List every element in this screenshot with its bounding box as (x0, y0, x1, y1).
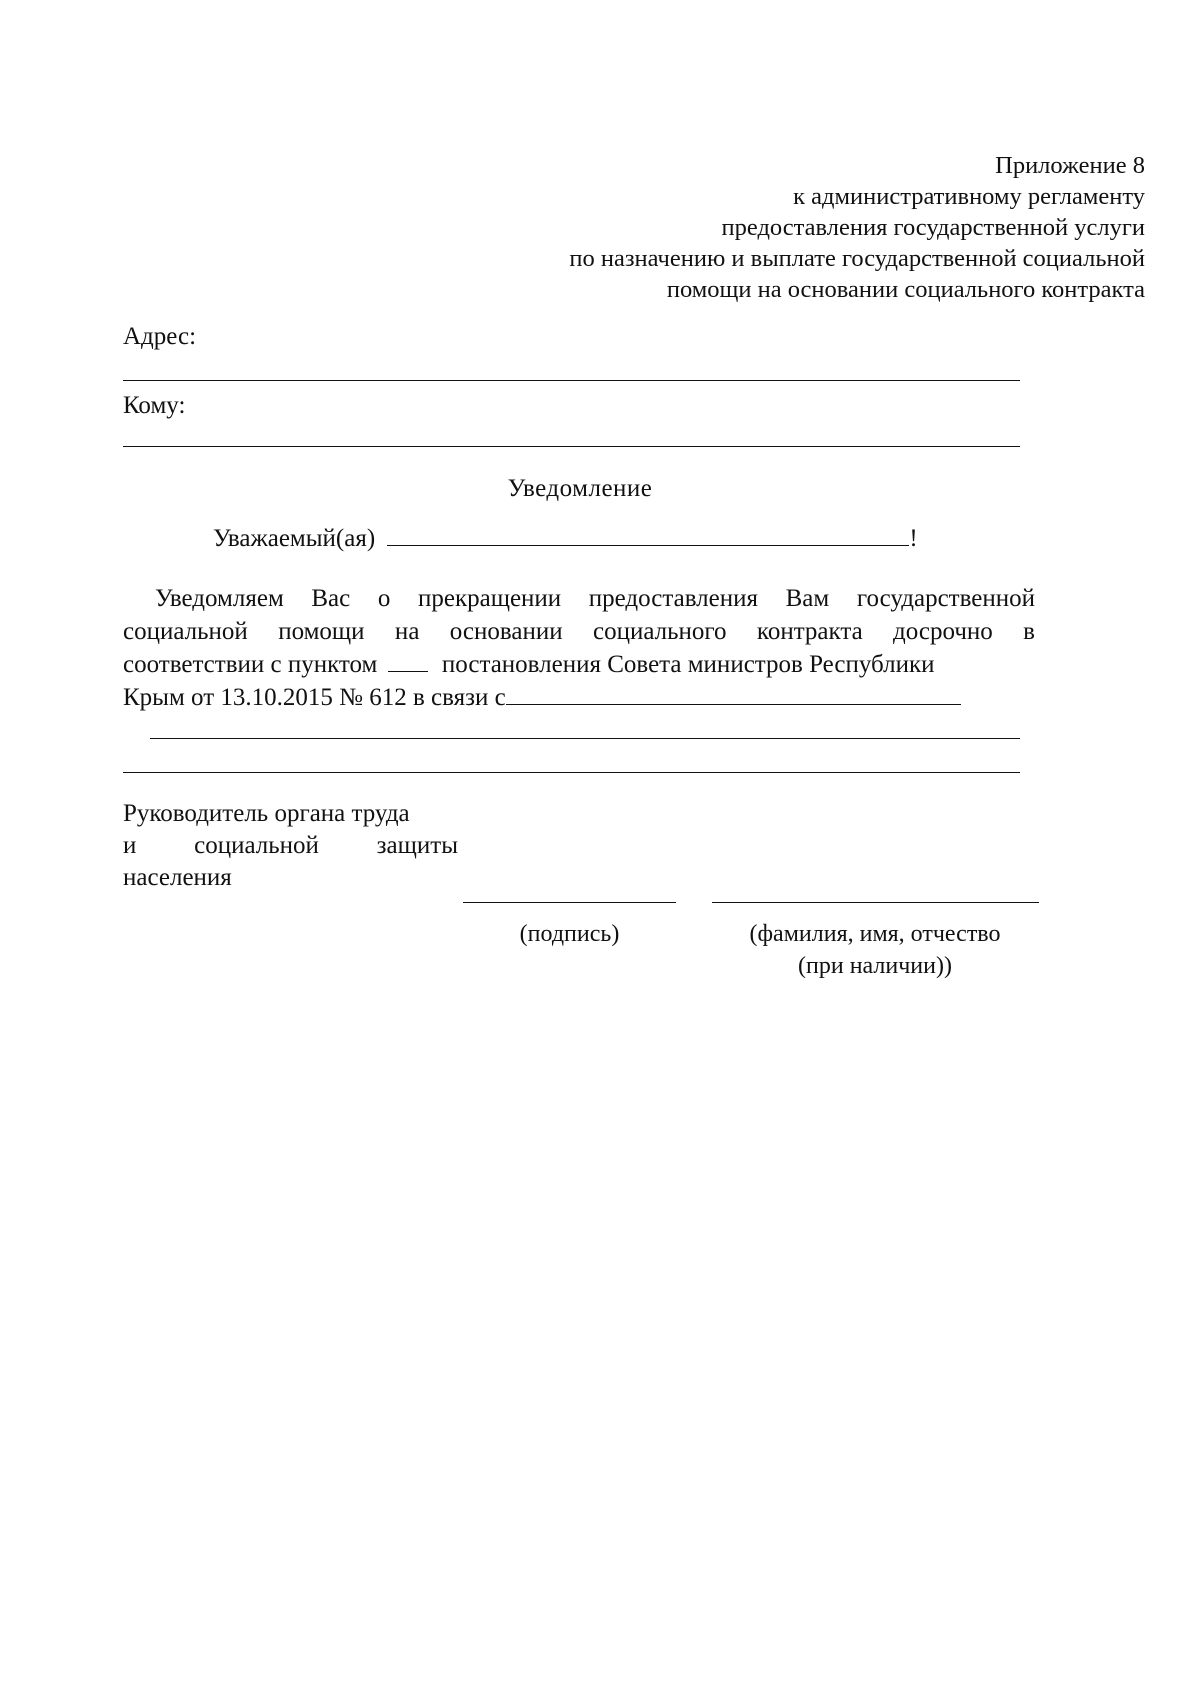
body-line-4-text: Крым от 13.10.2015 № 612 в связи с (123, 684, 506, 711)
reason-blank (506, 684, 961, 705)
salutation-text: Уважаемый(ая) (213, 525, 376, 552)
position-word-a: и (123, 832, 137, 859)
body-line-3-start: соответствии с пунктом (123, 651, 378, 678)
recipient-line (123, 446, 1020, 447)
clause-blank (388, 651, 428, 672)
salutation-end: ! (909, 525, 918, 552)
body-line-2: социальной помощи на основании социального контракта досрочно в (123, 618, 1035, 645)
notice-body (123, 582, 1035, 714)
signature-caption: (подпись) (519, 921, 620, 947)
reason-line-2 (150, 738, 1020, 739)
position-word-b: социальной (194, 832, 319, 859)
name-caption-line-2: (при наличии)) (798, 953, 952, 979)
position-word-c: защиты (376, 832, 458, 859)
position-line-2 (123, 830, 458, 862)
appendix-reference: к административному регламенту (793, 183, 1145, 210)
body-line-3 (123, 648, 1035, 681)
salutation (213, 525, 918, 553)
body-line-3-end: постановления Совета министров Республики (441, 651, 935, 678)
name-caption-line-1: (фамилия, имя, отчество (749, 921, 1001, 947)
name-caption (700, 918, 1050, 982)
appendix-basis: помощи на основании социального контракта (666, 276, 1145, 303)
appendix-number: Приложение 8 (995, 152, 1145, 179)
signature-line (463, 902, 676, 903)
address-line (123, 380, 1020, 381)
notice-title: Уведомление (507, 475, 653, 502)
recipient-label: Кому: (123, 392, 186, 419)
official-position (123, 798, 458, 894)
body-line-4 (123, 681, 1035, 714)
name-line (712, 902, 1039, 903)
reason-line-3 (123, 772, 1020, 773)
appendix-service: предоставления государственной услуги (721, 214, 1145, 241)
appendix-purpose: по назначению и выплате государственной социальной (569, 245, 1145, 272)
position-line-1: Руководитель органа труда (123, 800, 410, 827)
address-label: Адрес: (123, 323, 197, 350)
appendix-header (569, 150, 1145, 305)
body-line-1: Уведомляем Вас о прекращении предоставления Вам государственной (155, 585, 1035, 612)
position-line-3: населения (123, 864, 232, 891)
salutation-blank (387, 525, 909, 546)
